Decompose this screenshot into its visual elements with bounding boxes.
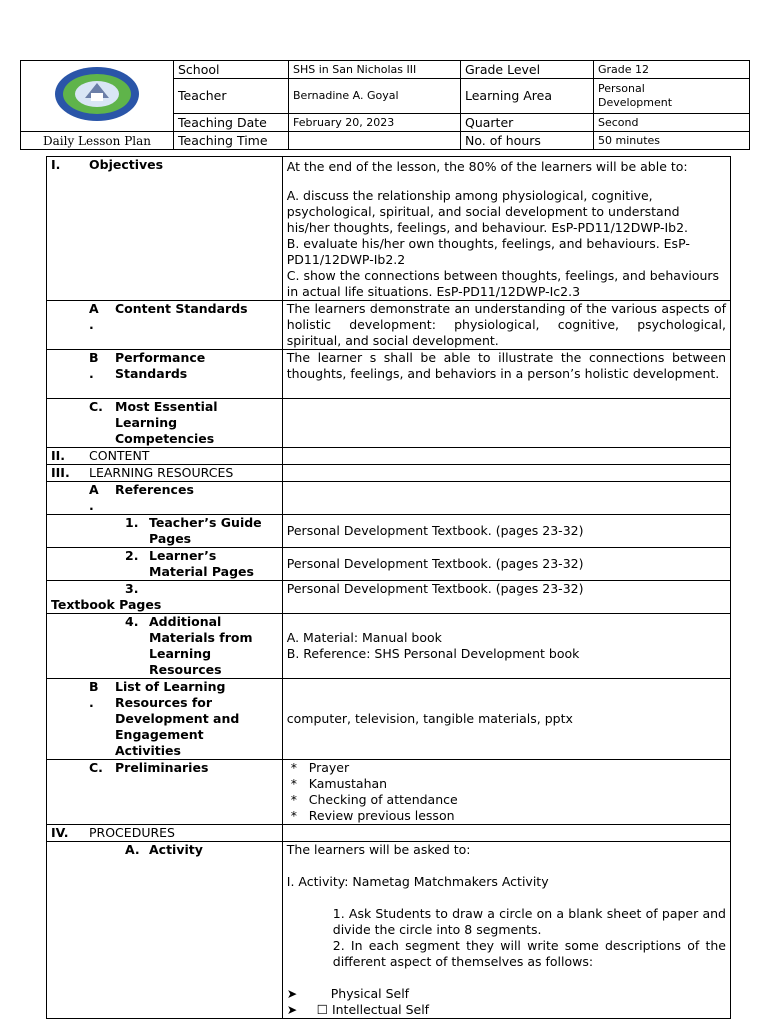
content-standards-label: Content Standards bbox=[115, 301, 248, 316]
subsection-letter: C. bbox=[89, 760, 103, 775]
procedures-label-cell bbox=[47, 825, 283, 842]
additional-materials-label: Additional Materials from Learning Resources bbox=[149, 614, 253, 677]
quarter-label: Quarter bbox=[461, 114, 594, 132]
asterisk-icon: * bbox=[290, 808, 298, 823]
content-standards-row bbox=[47, 301, 731, 350]
learning-resources-text bbox=[282, 465, 730, 482]
textbook-pages-row bbox=[47, 581, 731, 614]
asterisk-icon: * bbox=[290, 760, 298, 775]
objective-c: C. show the connections between thoughts, feelings, and behaviours in actual life situations. EsP-PD11/12DWP-Ic2.3 bbox=[286, 268, 720, 299]
activity-row bbox=[47, 842, 731, 1019]
teachers-guide-text: Personal Development Textbook. (pages 23-32) bbox=[282, 515, 730, 548]
learners-material-label: Learner’s Material Pages bbox=[149, 548, 254, 579]
list-resources-text: computer, television, tangible materials, pptx bbox=[282, 679, 730, 760]
header-table bbox=[20, 60, 750, 150]
list-item: ➤ Physical Self bbox=[286, 986, 410, 1001]
learning-resources-label-cell bbox=[47, 465, 283, 482]
arrow-bullet-icon: ➤ bbox=[286, 986, 298, 1001]
subsection-letter: B . bbox=[89, 350, 99, 381]
additional-materials-line-1: A. Material: Manual book bbox=[286, 630, 442, 645]
teacher-label: Teacher bbox=[174, 79, 289, 114]
additional-materials-cell bbox=[282, 614, 730, 679]
subsection-letter: C. bbox=[89, 399, 103, 414]
asterisk-icon: * bbox=[290, 792, 298, 807]
procedures-text bbox=[282, 825, 730, 842]
list-item: * Checking of attendance bbox=[287, 792, 726, 808]
school-label: School bbox=[174, 61, 289, 79]
content-label-cell bbox=[47, 448, 283, 465]
textbook-pages-label: Textbook Pages bbox=[51, 597, 162, 612]
preliminaries-list bbox=[282, 760, 730, 825]
learners-material-text: Personal Development Textbook. (pages 23-32) bbox=[282, 548, 730, 581]
item-number: 3. bbox=[125, 581, 139, 596]
teaching-date-label: Teaching Date bbox=[174, 114, 289, 132]
list-item: * Review previous lesson bbox=[287, 808, 726, 824]
section-number: I. bbox=[51, 157, 61, 172]
procedures-label: PROCEDURES bbox=[89, 825, 175, 840]
lesson-plan-table bbox=[46, 156, 731, 1019]
grade-level-value: Grade 12 bbox=[594, 61, 750, 79]
performance-standards-label: Performance Standards bbox=[115, 350, 206, 381]
activity-title: I. Activity: Nametag Matchmakers Activity bbox=[286, 874, 549, 889]
teaching-time-value bbox=[289, 132, 461, 150]
teachers-guide-label-cell bbox=[47, 515, 283, 548]
subsection-letter: A . bbox=[89, 482, 99, 513]
learners-material-row bbox=[47, 548, 731, 581]
list-resources-row bbox=[47, 679, 731, 760]
learning-resources-row bbox=[47, 465, 731, 482]
content-row bbox=[47, 448, 731, 465]
objectives-label-cell bbox=[47, 157, 283, 301]
activity-text-cell bbox=[282, 842, 730, 1019]
list-item: ➤ ☐ Intellectual Self bbox=[286, 1002, 430, 1017]
content-label: CONTENT bbox=[89, 448, 150, 463]
references-label: References bbox=[115, 482, 194, 497]
textbook-pages-text: Personal Development Textbook. (pages 23-32) bbox=[282, 581, 730, 614]
performance-standards-label-cell bbox=[47, 350, 283, 399]
activity-label: Activity bbox=[149, 842, 203, 857]
arrow-bullet-icon: ➤ bbox=[286, 1002, 298, 1017]
references-label-cell bbox=[47, 482, 283, 515]
objectives-intro: At the end of the lesson, the 80% of the learners will be able to: bbox=[286, 159, 688, 174]
content-text bbox=[282, 448, 730, 465]
performance-standards-text: The learner s shall be able to illustrate the connections between thoughts, feelings, and behaviors in a person’s holistic development. bbox=[282, 350, 730, 399]
references-text bbox=[282, 482, 730, 515]
learning-area-line-1: Personal bbox=[598, 82, 645, 95]
objective-a: A. discuss the relationship among physiological, cognitive, psychological, spiritual, and social development to understand his/her thoughts, feelings, and behaviour. EsP-PD11/12DWP-Ib2. bbox=[286, 188, 689, 235]
subsection-letter: B . bbox=[89, 679, 99, 710]
school-value: SHS in San Nicholas III bbox=[289, 61, 461, 79]
learners-material-label-cell bbox=[47, 548, 283, 581]
learning-area-value bbox=[594, 79, 750, 114]
teaching-time-label: Teaching Time bbox=[174, 132, 289, 150]
activity-label-cell bbox=[47, 842, 283, 1019]
activity-intro: The learners will be asked to: bbox=[286, 842, 471, 857]
school-seal-logo bbox=[52, 65, 142, 123]
daily-lesson-plan-label: Daily Lesson Plan bbox=[21, 132, 174, 150]
additional-materials-label-cell bbox=[47, 614, 283, 679]
asterisk-icon: * bbox=[290, 776, 298, 791]
teachers-guide-label: Teacher’s Guide Pages bbox=[149, 515, 262, 546]
section-number: II. bbox=[51, 448, 66, 463]
grade-level-label: Grade Level bbox=[461, 61, 594, 79]
learning-area-line-2: Development bbox=[598, 96, 673, 109]
hours-label: No. of hours bbox=[461, 132, 594, 150]
activity-step-1: 1. Ask Students to draw a circle on a blank sheet of paper and divide the circle into 8 segments. bbox=[332, 906, 726, 937]
additional-materials-line-2: B. Reference: SHS Personal Development book bbox=[286, 646, 580, 661]
teachers-guide-row bbox=[47, 515, 731, 548]
learning-resources-label: LEARNING RESOURCES bbox=[89, 465, 234, 480]
objectives-text-cell bbox=[282, 157, 730, 301]
item-number: 2. bbox=[125, 548, 139, 563]
textbook-pages-label-cell bbox=[47, 581, 283, 614]
objectives-row bbox=[47, 157, 731, 301]
content-standards-text: The learners demonstrate an understanding of the various aspects of holistic development: physiological, cognitive, psychological, spiritual, and social development. bbox=[282, 301, 730, 350]
preliminaries-label: Preliminaries bbox=[115, 760, 209, 775]
content-standards-label-cell bbox=[47, 301, 283, 350]
item-number: 4. bbox=[125, 614, 139, 629]
procedures-row bbox=[47, 825, 731, 842]
additional-materials-row bbox=[47, 614, 731, 679]
references-row bbox=[47, 482, 731, 515]
melc-row bbox=[47, 399, 731, 448]
learning-area-label: Learning Area bbox=[461, 79, 594, 114]
section-number: III. bbox=[51, 465, 70, 480]
melc-label-cell bbox=[47, 399, 283, 448]
quarter-value: Second bbox=[594, 114, 750, 132]
list-item: * Kamustahan bbox=[287, 776, 726, 792]
objective-b: B. evaluate his/her own thoughts, feelings, and behaviours. EsP-PD11/12DWP-Ib2.2 bbox=[286, 236, 690, 267]
section-number: IV. bbox=[51, 825, 69, 840]
melc-text bbox=[282, 399, 730, 448]
list-resources-label-cell bbox=[47, 679, 283, 760]
school-logo-cell bbox=[21, 61, 174, 132]
melc-label: Most Essential Learning Competencies bbox=[115, 399, 218, 446]
subsection-letter: A. bbox=[125, 842, 140, 857]
performance-standards-row bbox=[47, 350, 731, 399]
list-item: * Prayer bbox=[287, 760, 726, 776]
preliminaries-label-cell bbox=[47, 760, 283, 825]
list-resources-label: List of Learning Resources for Development and Engagement Activities bbox=[115, 679, 240, 758]
teaching-date-value: February 20, 2023 bbox=[289, 114, 461, 132]
teacher-value: Bernadine A. Goyal bbox=[289, 79, 461, 114]
activity-step-2: 2. In each segment they will write some descriptions of the different aspect of themselves as follows: bbox=[332, 938, 726, 969]
hours-value: 50 minutes bbox=[594, 132, 750, 150]
subsection-letter: A . bbox=[89, 301, 99, 332]
item-number: 1. bbox=[125, 515, 139, 530]
objectives-label: Objectives bbox=[89, 157, 164, 172]
preliminaries-row bbox=[47, 760, 731, 825]
